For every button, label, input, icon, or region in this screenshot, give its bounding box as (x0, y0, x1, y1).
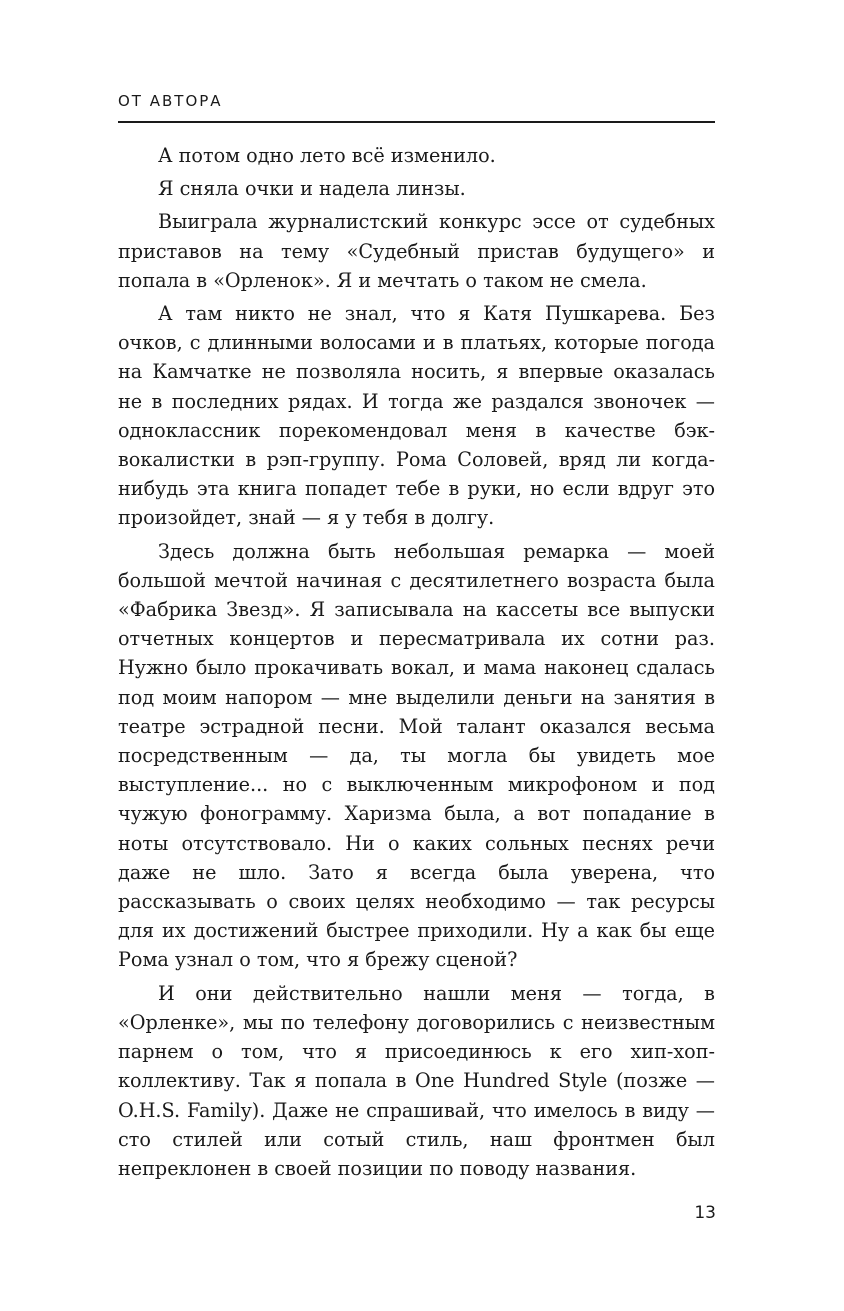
body-text (118, 141, 715, 1187)
page-number: 13 (694, 1203, 716, 1223)
paragraph: А потом одно лето всё изменило. (158, 144, 496, 167)
header-rule (118, 121, 715, 123)
paragraph: Я сняла очки и надела линзы. (158, 177, 466, 201)
paragraph: А там никто не знал, что я Катя Пушкарева. Без очков, с длинными волосами и в платьях, которые погода на Камчатке не позволяла носить, я впервые оказалась не в последних рядах. И тогда же раздался звоночек — одноклассник порекомендовал меня в качестве бэк-вокалистки в рэп-группу. Рома Соловей, вряд ли когда-нибудь эта книга попадет тебе в руки, но если вдруг это произойдет, знай — я у тебя в долгу. (118, 302, 715, 530)
paragraph: Выиграла журналистский конкурс эссе от судебных приставов на тему «Судебный пристав будущего» и попала в «Орленок». Я и мечтать о таком не смела. (118, 210, 715, 292)
running-head: ОТ АВТОРА (118, 92, 223, 110)
paragraph: Здесь должна быть небольшая ремарка — моей большой мечтой начиная с десятилетнего возраста была «Фабрика Звезд». Я записывала на кассеты все выпуски отчетных концертов и пересматривала их сотни раз. Нужно было прокачивать вокал, и мама наконец сдалась под моим напором — мне выделили деньги на занятия в театре эстрадной песни. Мой талант оказался весьма посредственным — да, ты могла бы увидеть мое выступление... но с выключенным микрофоном и под чужую фонограмму. Харизма была, а вот попадание в ноты отсутствовало. Ни о каких сольных песнях речи даже не шло. Зато я всегда была уверена, что рассказывать о своих целях необходимо — так ресурсы для их достижений быстрее приходили. Ну а как бы еще Рома узнал о том, что я брежу сценой? (118, 539, 715, 972)
paragraph: И они действительно нашли меня — тогда, в «Орленке», мы по телефону договорились с неизвестным парнем о том, что я присоединюсь к его хип-хоп-коллективу. Так я попала в One Hundred Style (позже — O.H.S. Family). Даже не спрашивай, что имелось в виду — сто стилей или сотый стиль, наш фронтмен был непреклонен в своей позиции по поводу названия. (118, 981, 715, 1180)
